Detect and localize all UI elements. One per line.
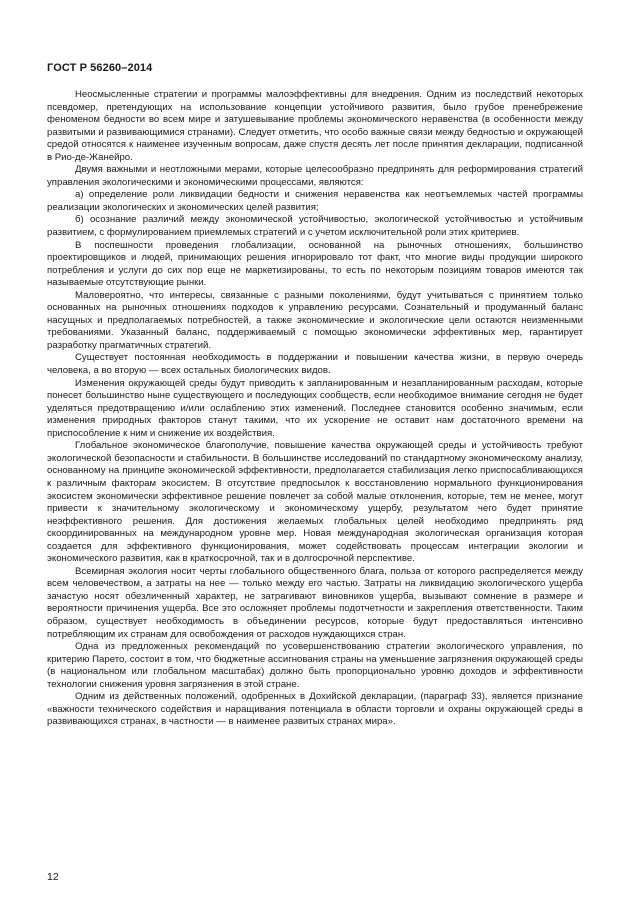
paragraph: Изменения окружающей среды будут приводить к запланированным и незапланированным расходам, которые понесет большинство ныне существующего и последующих сообществ, если необходимое внимание сегодня не будет уделяться предотвращению и/или ослаблению этих изменений. Последнее становится особенно значимым, если изменения природных факторов станут такими, что их ускорение не оставит нам достаточного времени на приспособление к ним и снижение их воздействия.: [47, 377, 583, 439]
paragraph: Неосмысленные стратегии и программы малоэффективны для внедрения. Одним из последствий некоторых псевдомер, претендующих на использование концепции устойчивого развития, было грубое пренебрежение феноменом бедности во всем мире и затушевывание проблемы экономического неравенства (в особенности между развитыми и развивающимися странами). Следует отметить, что особо важные связи между бедностью и окружающей средой относятся к наименее изученным вопросам, даже спустя десять лет после принятия декларации, подписанной в Рио-де-Жанейро.: [47, 89, 583, 163]
list-item: а) определение роли ликвидации бедности и снижения неравенства как неотъемлемых частей программы реализации экологических и экономических целей развития;: [47, 189, 583, 213]
paragraph: Одна из предложенных рекомендаций по усовершенствованию стратегии экологического управления, по критерию Парето, состоит в том, что бюджетные ассигнования страны на уменьшение загрязнения окружающей среды (в национальном или глобальном масштабах) должно быть пропорционально уровню доходов и эффективности технологии снижения уровня загрязнения в этой стране.: [47, 641, 583, 690]
paragraph: Двумя важными и неотложными мерами, которые целесообразно предпринять для реформирования стратегий управления экологическими и экономическими процессами, являются:: [47, 164, 583, 188]
list-item: б) осознание различий между экономической устойчивостью, экологической устойчивостью и устойчивым развитием, с формулированием приемлемых стратегий и с учетом исключительной роли этих критериев.: [47, 214, 583, 239]
standard-code-header: ГОСТ Р 56260–2014: [47, 62, 153, 74]
document-body: [47, 89, 583, 729]
paragraph: Существует постоянная необходимость в поддержании и повышении качества жизни, в первую очередь человека, а во вторую — всех остальных биологических видов.: [47, 352, 583, 377]
paragraph: Одним из действенных положений, одобренных в Дохийской декларации, (параграф 33), является признание «важности технического содействия и наращивания потенциала в области торговли и охраны окружающей среды в развивающихся странах, в частности — в наименее развитых странах мира».: [47, 691, 583, 728]
page-number: 12: [47, 871, 59, 883]
paragraph: В поспешности проведения глобализации, основанной на рыночных отношениях, большинство проектировщиков и людей, принимающих решения игнорировало тот факт, что многие виды продукции широкого потребления и услуги до сих пор еще не маркетизированы, то есть по некоторым позициям товаров имеются так называемые отсутствующие рынки.: [47, 239, 583, 289]
paragraph: Глобальное экономическое благополучие, повышение качества окружающей среды и устойчивость требуют экологической безопасности и стабильности. В большинстве исследований по стандартному экономическому анализу, основанному на принципе экономической эффективности, предполагается стабилизация легко приспосабливающихся к различным факторам экосистем. В отсутствие предпосылок к восстановлению нормального функционирования экосистем экономически эффективное решение повлечет за собой малые отклонения, которые, тем не менее, могут привести к значительному экологическому и экономическому ущербу, результатом чего будет принятие неэффективного решения. Для достижения желаемых глобальных целей необходимо предпринять ряд скоординированных на международном уровне мер. Новая международная экологическая организация которая создается для эффективного функционирования, может содействовать процессам интеграции экологии и экономического развития, как в краткосрочной, так и в долгосрочной перспективе.: [47, 440, 583, 565]
paragraph: Маловероятно, что интересы, связанные с разными поколениями, будут учитываться с принятием только основанных на рыночных отношениях подходов к управлению ресурсами. Сознательный и продуманный баланс насущных и предполагаемых потребностей, а также экономические и экологические цели остаются неизменными требованиями. Указанный баланс, поддерживаемый с помощью экономически эффективных мер, гарантирует разработку прагматичных стратегий.: [47, 289, 583, 351]
paragraph: Всемирная экология носит черты глобального общественного блага, польза от которого распределяется между всем человечеством, а затраты на нее — только между его частью. Затраты на ликвидацию экологического ущерба зачастую носят обезличенный характер, не затрагивают виновников ущерба, вызывают сомнение в размере и вероятности причинения ущерба. Все это осложняет проблемы подотчетности и закрепления ответственности. Таким образом, существует необходимость в объединении ресурсов, которые будут предоставляться интенсивно потребляющим их странам для освобождения от расходов нуждающихся стран.: [47, 565, 583, 640]
